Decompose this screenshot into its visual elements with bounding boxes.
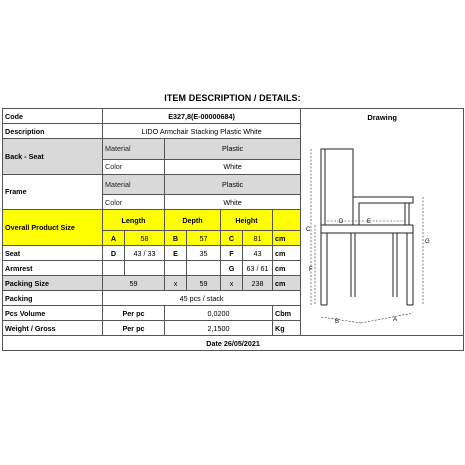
- packing-size-label: Packing Size: [3, 276, 103, 291]
- drawing-letter-d: D: [339, 219, 344, 225]
- chair-drawing: [301, 127, 463, 335]
- dim-d-letter: D: [103, 246, 125, 261]
- dim-c-letter: C: [221, 231, 243, 246]
- height-header: Height: [221, 210, 273, 231]
- overall-header-blank: [273, 210, 301, 231]
- dim-c-value: 81: [243, 231, 273, 246]
- row-code: [3, 109, 464, 124]
- back-seat-material-value: Plastic: [165, 139, 301, 160]
- depth-header: Depth: [165, 210, 221, 231]
- armrest-label: Armrest: [3, 261, 103, 276]
- drawing-letter-f: F: [309, 267, 313, 273]
- dim-a-letter: A: [103, 231, 125, 246]
- drawing-letter-a: A: [393, 317, 398, 323]
- code-value: E327,8(E-00000684): [103, 109, 301, 124]
- packing-label: Packing: [3, 291, 103, 306]
- overall-size-label: Overall Product Size: [3, 210, 103, 246]
- dim-g-value: 63 / 61: [243, 261, 273, 276]
- pcs-volume-label: Pcs Volume: [3, 306, 103, 321]
- pcs-volume-value: 0,0200: [165, 306, 273, 321]
- description-value: LIDO Armchair Stacking Plastic White: [103, 124, 301, 139]
- dim-g-letter: G: [221, 261, 243, 276]
- dim-e-value: 35: [187, 246, 221, 261]
- drawing-letter-e: E: [367, 219, 372, 225]
- packing-size-x1: x: [165, 276, 187, 291]
- seat-unit: cm: [273, 246, 301, 261]
- overall-unit: cm: [273, 231, 301, 246]
- row-date: [3, 336, 464, 351]
- dim-d-value: 43 / 33: [125, 246, 165, 261]
- chair-diagram: [301, 127, 464, 335]
- packing-value: 45 pcs / stack: [103, 291, 301, 306]
- seat-label: Seat: [3, 246, 103, 261]
- back-seat-color-label: Color: [103, 159, 165, 174]
- dim-b-value: 57: [187, 231, 221, 246]
- code-label: Code: [3, 109, 103, 124]
- spec-table: [2, 108, 464, 351]
- weight-unit: Kg: [273, 321, 301, 336]
- drawing-letter-g: G: [425, 239, 430, 245]
- back-seat-color-value: White: [165, 159, 301, 174]
- frame-color-value: White: [165, 195, 301, 210]
- page-title: ITEM DESCRIPTION / DETAILS:: [164, 93, 301, 103]
- frame-color-label: Color: [103, 195, 165, 210]
- back-seat-label: Back - Seat: [3, 139, 103, 175]
- armrest-unit: cm: [273, 261, 301, 276]
- dim-f-value: 43: [243, 246, 273, 261]
- pcs-volume-per: Per pc: [103, 306, 165, 321]
- frame-material-value: Plastic: [165, 174, 301, 195]
- frame-label: Frame: [3, 174, 103, 210]
- packing-size-length: 59: [103, 276, 165, 291]
- dim-a-value: 58: [125, 231, 165, 246]
- weight-value: 2,1500: [165, 321, 273, 336]
- length-header: Length: [103, 210, 165, 231]
- drawing-cell: [301, 109, 464, 336]
- drawing-letter-b: B: [335, 319, 340, 325]
- date-text: Date 26/05/2021: [3, 336, 464, 351]
- backrest-shape: [321, 149, 353, 225]
- drawing-letter-c: C: [306, 227, 311, 233]
- packing-size-x2: x: [221, 276, 243, 291]
- back-seat-material-label: Material: [103, 139, 165, 160]
- packing-size-height: 238: [243, 276, 273, 291]
- drawing-label: Drawing: [367, 113, 397, 122]
- packing-size-unit: cm: [273, 276, 301, 291]
- pcs-volume-unit: Cbm: [273, 306, 301, 321]
- weight-label: Weight / Gross: [3, 321, 103, 336]
- description-label: Description: [3, 124, 103, 139]
- dim-f-letter: F: [221, 246, 243, 261]
- frame-material-label: Material: [103, 174, 165, 195]
- dim-e-letter: E: [165, 246, 187, 261]
- weight-per: Per pc: [103, 321, 165, 336]
- packing-size-depth: 59: [187, 276, 221, 291]
- dim-b-letter: B: [165, 231, 187, 246]
